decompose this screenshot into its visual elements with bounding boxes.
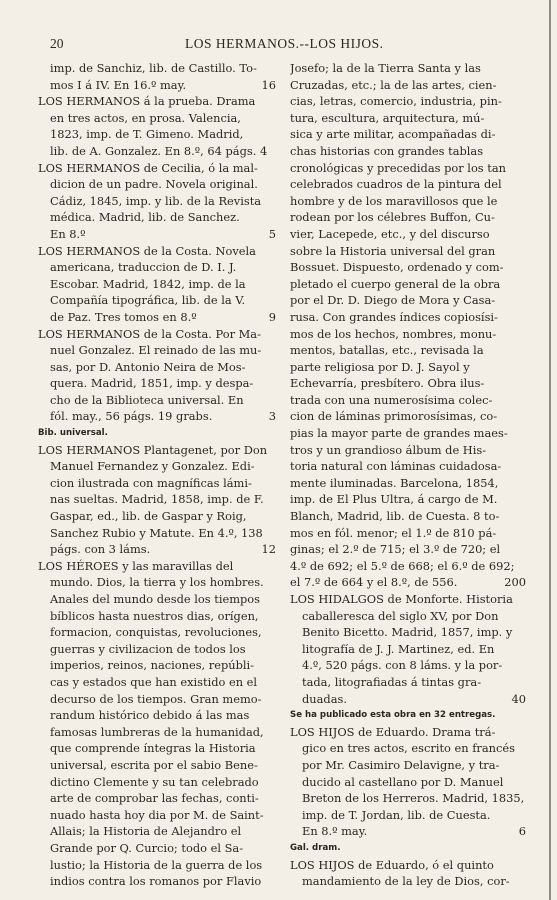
line-text: imp. de T. Jordan, lib. de Cuesta.: [302, 807, 491, 822]
line-text: Manuel Fernandez y Gonzalez. Edi-: [50, 459, 255, 474]
text-line: [38, 541, 276, 558]
text-line: [38, 508, 276, 525]
text-line: [290, 342, 526, 359]
line-text: ginas; el 2.º de 715; el 3.º de 720; el: [290, 542, 501, 557]
line-text: dicion de un padre. Novela original.: [50, 177, 258, 192]
line-text: decurso de los tiempos. Gran memo-: [50, 691, 262, 706]
line-text: LOS HERMANOS de la Costa. Por Ma-: [38, 326, 261, 341]
line-text: chas historias con grandes tablas: [290, 143, 484, 158]
line-text: cronológicas y precedidas por los tan: [290, 160, 506, 175]
text-line: [38, 624, 276, 641]
line-text: rusa. Con grandes índices copiosísi-: [290, 309, 498, 324]
line-text: En 8.º: [50, 226, 86, 241]
text-line: [290, 757, 526, 774]
line-text: en tres actos, en prosa. Valencia,: [50, 110, 241, 125]
line-text: lustio; la Historia de la guerra de los: [50, 857, 263, 872]
text-line: [38, 160, 276, 177]
line-text: cho de la Biblioteca universal. En: [50, 392, 244, 407]
price-number: 6: [518, 824, 526, 839]
text-line: [290, 674, 526, 691]
text-line: [290, 774, 526, 791]
text-line: [38, 873, 276, 890]
page-header: [0, 36, 557, 54]
line-text: imperios, reinos, naciones, repúbli-: [50, 658, 255, 673]
text-line: [38, 807, 276, 824]
line-text: ducido al castellano por D. Manuel: [302, 774, 504, 789]
line-text: mos de los hechos, nombres, monu-: [290, 326, 497, 341]
text-line: [38, 591, 276, 608]
text-line: [38, 458, 276, 475]
line-text: indios contra los romanos por Flavio: [50, 874, 262, 889]
text-line: [38, 442, 276, 459]
line-text: Gal. dram.: [290, 842, 341, 853]
text-line: [290, 110, 526, 127]
text-line: [290, 541, 526, 558]
text-line: [38, 857, 276, 874]
line-text: toria natural con láminas cuidadosa-: [290, 459, 502, 474]
running-head: LOS HERMANOS.--LOS HIJOS.: [185, 36, 384, 51]
text-line: [290, 608, 526, 625]
line-text: mos I á IV. En 16.º may.: [50, 77, 187, 92]
text-line: [38, 408, 276, 425]
line-text: LOS HERMANOS de Cecilia, ó la mal-: [38, 160, 258, 175]
text-line: [38, 558, 276, 575]
line-text: 1823, imp. de T. Gimeno. Madrid,: [50, 127, 244, 142]
line-text: lib. de A. Gonzalez. En 8.º, 64 págs. 4: [50, 143, 268, 158]
line-text: nuado hasta hoy dia por M. de Saint-: [50, 807, 264, 822]
line-text: randum histórico debido á las mas: [50, 708, 250, 723]
line-text: vier, Lacepede, etc., y del discurso: [290, 226, 490, 241]
price-number: 16: [261, 77, 276, 92]
line-text: trada con una numerosísima colec-: [290, 392, 493, 407]
text-line: [38, 707, 276, 724]
text-line: [38, 574, 276, 591]
line-text: sas, por D. Antonio Neira de Mos-: [50, 359, 246, 374]
text-line: [290, 425, 526, 442]
text-line: [38, 740, 276, 757]
text-line: [290, 790, 526, 807]
line-text: celebrados cuadros de la pintura del: [290, 177, 502, 192]
text-line: [38, 326, 276, 343]
text-line: [290, 209, 526, 226]
line-text: pletado el cuerpo general de la obra: [290, 276, 501, 291]
text-line: [290, 359, 526, 376]
text-line: [290, 408, 526, 425]
page-edge-shadow: [549, 0, 551, 900]
text-line: [38, 93, 276, 110]
line-text: LOS HERMANOS á la prueba. Drama: [38, 94, 256, 109]
text-line: [38, 657, 276, 674]
text-line: [38, 226, 276, 243]
text-line: [290, 176, 526, 193]
text-line: [38, 757, 276, 774]
line-text: mandamiento de la ley de Dios, cor-: [302, 874, 510, 889]
text-line: [290, 525, 526, 542]
text-line: [38, 126, 276, 143]
text-line: [38, 276, 276, 293]
text-line: [38, 774, 276, 791]
text-line: [38, 243, 276, 260]
text-line: [290, 93, 526, 110]
text-line: [38, 425, 276, 442]
price-number: 3: [268, 409, 276, 424]
text-line: [290, 292, 526, 309]
line-text: Echevarría, presbítero. Obra ilus-: [290, 376, 485, 391]
line-text: por el Dr. D. Diego de Mora y Casa-: [290, 293, 496, 308]
text-line: [38, 259, 276, 276]
text-line: [290, 558, 526, 575]
text-line: [38, 309, 276, 326]
text-line: [290, 873, 526, 890]
text-line: [38, 375, 276, 392]
line-text: LOS HIJOS de Eduardo. Drama trá-: [290, 724, 496, 739]
line-text: el 7.º de 664 y el 8.º, de 556.: [290, 575, 458, 590]
text-line: [38, 724, 276, 741]
text-line: [38, 292, 276, 309]
text-line: [290, 326, 526, 343]
price-number: 40: [511, 691, 526, 706]
line-text: fól. may., 56 págs. 19 grabs.: [50, 409, 213, 424]
line-text: cion de láminas primorosísimas, co-: [290, 409, 498, 424]
left-column: [38, 60, 276, 890]
price-number: 12: [261, 542, 276, 557]
line-text: Anales del mundo desde los tiempos: [50, 592, 260, 606]
page-number: 20: [50, 36, 64, 51]
line-text: duadas.: [302, 691, 347, 706]
line-text: Benito Bicetto. Madrid, 1857, imp. y: [302, 625, 513, 640]
line-text: LOS HIJOS de Eduardo, ó el quinto: [290, 857, 494, 872]
text-line: [38, 77, 276, 94]
price-number: 200: [504, 575, 526, 590]
text-line: [290, 77, 526, 94]
line-text: por Mr. Casimiro Delavigne, y tra-: [302, 757, 500, 772]
text-line: [38, 209, 276, 226]
line-text: americana, traduccion de D. I. J.: [50, 260, 237, 275]
text-line: [290, 259, 526, 276]
line-text: Cruzadas, etc.; la de las artes, cien-: [290, 77, 497, 92]
text-line: [290, 857, 526, 874]
line-text: págs. con 3 láms.: [50, 542, 151, 557]
line-text: dictino Clemente y su tan celebrado: [50, 774, 259, 789]
text-line: [38, 840, 276, 857]
line-text: famosas lumbreras de la humanidad,: [50, 724, 264, 739]
line-text: de Paz. Tres tomos en 8.º: [50, 309, 197, 324]
text-line: [290, 657, 526, 674]
line-text: gico en tres actos, escrito en francés: [302, 741, 515, 756]
line-text: Grande por Q. Curcio; todo el Sa-: [50, 840, 244, 855]
line-text: guerras y civilizacion de todos los: [50, 641, 246, 656]
text-line: [38, 641, 276, 658]
line-text: imp. de Sanchiz, lib. de Castillo. To-: [50, 61, 257, 75]
text-line: [290, 458, 526, 475]
line-text: LOS HÉROES y las maravillas del: [38, 558, 234, 573]
line-text: Cádiz, 1845, imp. y lib. de la Revista: [50, 193, 262, 208]
text-line: [290, 724, 526, 741]
line-text: Allais; la Historia de Alejandro el: [50, 824, 242, 839]
text-line: [290, 475, 526, 492]
line-text: Sanchez Rubio y Matute. En 4.º, 138: [50, 525, 263, 540]
line-text: cias, letras, comercio, industria, pin-: [290, 94, 502, 109]
line-text: Se ha publicado esta obra en 32 entregas.: [290, 710, 496, 721]
line-text: Compañía tipográfica, lib. de la V.: [50, 293, 246, 308]
line-text: Escobar. Madrid, 1842, imp. de la: [50, 276, 246, 291]
text-line: [290, 823, 526, 840]
line-text: arte de comprobar las fechas, conti-: [50, 791, 259, 806]
text-line: [38, 342, 276, 359]
text-line: [290, 807, 526, 824]
text-line: [290, 143, 526, 160]
text-line: [290, 309, 526, 326]
text-line: [38, 143, 276, 160]
price-number: 9: [268, 309, 276, 324]
text-line: [290, 60, 526, 77]
line-text: LOS HIDALGOS de Monforte. Historia: [290, 592, 513, 606]
line-text: LOS HERMANOS de la Costa. Novela: [38, 243, 256, 258]
text-line: [290, 276, 526, 293]
line-text: mundo. Dios, la tierra y los hombres.: [50, 575, 264, 590]
text-line: [290, 442, 526, 459]
line-text: Bib. universal.: [38, 428, 108, 439]
text-line: [38, 674, 276, 691]
line-text: imp. de El Plus Ultra, á cargo de M.: [290, 492, 498, 507]
text-line: [38, 491, 276, 508]
line-text: Gaspar, ed., lib. de Gaspar y Roig,: [50, 509, 247, 524]
line-text: universal, escrita por el sabio Bene-: [50, 757, 258, 772]
text-line: [290, 193, 526, 210]
text-line: [290, 243, 526, 260]
text-line: [290, 624, 526, 641]
text-line: [38, 525, 276, 542]
line-text: mentos, batallas, etc., revisada la: [290, 343, 484, 358]
text-line: [290, 691, 526, 708]
text-line: [38, 193, 276, 210]
line-text: nuel Gonzalez. El reinado de las mu-: [50, 343, 262, 358]
text-line: [38, 608, 276, 625]
line-text: tros y un grandioso álbum de His-: [290, 442, 487, 457]
text-line: [290, 574, 526, 591]
line-text: LOS HERMANOS Plantagenet, por Don: [38, 442, 268, 457]
text-line: [290, 840, 526, 857]
text-line: [290, 641, 526, 658]
line-text: bíblicos hasta nuestros dias, orígen,: [50, 608, 259, 623]
line-text: caballeresca del siglo XV, por Don: [302, 608, 499, 623]
right-column: [290, 60, 526, 890]
line-text: mos en fól. menor; el 1.º de 810 pá-: [290, 525, 497, 540]
line-text: sobre la Historia universal del gran: [290, 243, 496, 258]
line-text: 4.º de 692; el 5.º de 668; el 6.º de 692;: [290, 558, 515, 573]
text-line: [290, 392, 526, 409]
line-text: rodean por los célebres Buffon, Cu-: [290, 210, 495, 225]
text-line: [290, 508, 526, 525]
line-text: Josefo; la de la Tierra Santa y las: [290, 61, 481, 75]
line-text: Blanch, Madrid, lib. de Cuesta. 8 to-: [290, 509, 500, 524]
text-line: [290, 160, 526, 177]
text-line: [38, 110, 276, 127]
line-text: pias la mayor parte de grandes maes-: [290, 426, 508, 441]
line-text: quera. Madrid, 1851, imp. y despa-: [50, 376, 254, 391]
line-text: hombre y de los maravillosos que le: [290, 193, 498, 208]
text-line: [290, 491, 526, 508]
text-line: [38, 60, 276, 77]
line-text: Bossuet. Dispuesto, ordenado y com-: [290, 260, 504, 275]
text-line: [290, 375, 526, 392]
text-line: [38, 392, 276, 409]
line-text: sica y arte militar, acompañadas di-: [290, 127, 496, 142]
text-line: [290, 591, 526, 608]
text-line: [290, 126, 526, 143]
text-line: [38, 176, 276, 193]
line-text: parte religiosa por D. J. Sayol y: [290, 359, 470, 374]
line-text: formacion, conquistas, revoluciones,: [50, 625, 262, 640]
line-text: cas y estados que han existido en el: [50, 674, 258, 689]
text-line: [38, 475, 276, 492]
line-text: médica. Madrid, lib. de Sanchez.: [50, 210, 240, 225]
text-line: [290, 707, 526, 724]
line-text: En 8.º may.: [302, 824, 368, 839]
line-text: cion ilustrada con magníficas lámi-: [50, 475, 252, 490]
line-text: tada, litografiadas á tintas gra-: [302, 674, 482, 689]
line-text: mente iluminadas. Barcelona, 1854,: [290, 475, 499, 490]
text-line: [38, 359, 276, 376]
price-number: 5: [268, 226, 276, 241]
text-line: [38, 691, 276, 708]
line-text: que comprende íntegras la Historia: [50, 741, 256, 756]
line-text: 4.º, 520 págs. con 8 láms. y la por-: [302, 658, 503, 673]
line-text: Breton de los Herreros. Madrid, 1835,: [302, 791, 525, 806]
text-line: [38, 823, 276, 840]
line-text: nas sueltas. Madrid, 1858, imp. de F.: [50, 492, 264, 507]
text-line: [38, 790, 276, 807]
text-line: [290, 226, 526, 243]
line-text: tura, escultura, arquitectura, mú-: [290, 110, 485, 125]
text-line: [290, 740, 526, 757]
line-text: litografía de J. J. Martinez, ed. En: [302, 641, 495, 656]
